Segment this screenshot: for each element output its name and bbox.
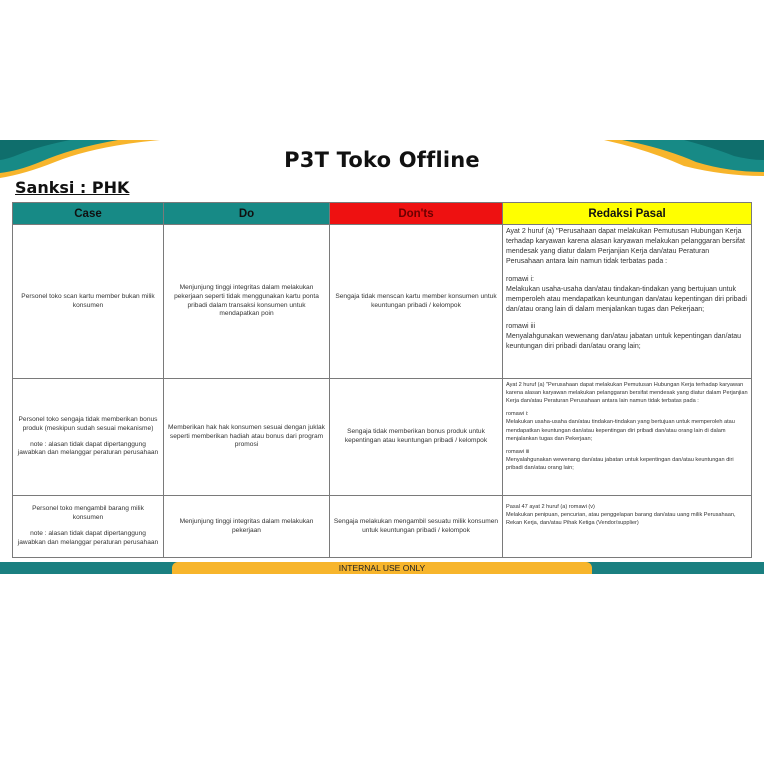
cell-redaksi-pasal bbox=[503, 496, 752, 558]
pasal-label-romawi-i: romawi i: bbox=[506, 411, 529, 418]
cell-donts bbox=[330, 379, 503, 496]
pasal-text-romawi-i: Melakukan usaha-usaha dan/atau tindakan-tindakan yang bertujuan untuk memperoleh atau mendapatkan keuntungan dan/atau kepentingan diri pribadi dan/atau orang lain di dalam menjalankan tugas dan Pekerjaan; bbox=[506, 419, 735, 442]
pasal-label-romawi-i: romawi i: bbox=[506, 275, 535, 283]
cell-redaksi-pasal bbox=[503, 225, 752, 379]
header-donts: Don'ts bbox=[330, 203, 503, 225]
cell-do bbox=[164, 379, 330, 496]
table-row bbox=[13, 379, 752, 496]
pasal-text-romawi-iii: Menyalahgunakan wewenang dan/atau jabatan untuk kepentingan dan/atau keuntungan diri pribadi dan/atau orang lain; bbox=[506, 456, 734, 471]
cell-donts bbox=[330, 496, 503, 558]
case-text: Personel toko sengaja tidak memberikan bonus produk (meskipun sudah sesuai mekanisme) bbox=[18, 415, 158, 432]
header-case: Case bbox=[13, 203, 164, 225]
cell-case bbox=[13, 225, 164, 379]
header-do: Do bbox=[164, 203, 330, 225]
case-note: note : alasan tidak dapat dipertanggung jawabkan dan melanggar peraturan perusahaan bbox=[17, 530, 159, 546]
cell-donts bbox=[330, 225, 503, 379]
pasal-text-romawi-i: Melakukan usaha-usaha dan/atau tindakan-tindakan yang bertujuan untuk memperoleh atau mendapatkan keuntungan dan/atau kepentingan diri pribadi dan/atau orang lain di dalam menjalankan tugas dan Pekerjaan; bbox=[506, 285, 747, 313]
internal-use-label: INTERNAL USE ONLY bbox=[338, 563, 426, 573]
pasal-text: Melakukan penipuan, pencurian, atau penggelapan barang dan/atau uang milik Perusahaan, Rekan Kerja, dan/atau Pihak Ketiga (Vendor/supplier) bbox=[506, 512, 736, 527]
pasal-intro: Ayat 2 huruf (a) "Perusahaan dapat melakukan Pemutusan Hubungan Kerja terhadap karyawan karena alasan karyawan melakukan pelanggaran bersifat mendesak yang diatur dalam Perjanjian Kerja dan/atau Peraturan Perusahaan antara lain namun tidak terbatas pada : bbox=[506, 382, 748, 405]
do-text: Menjunjung tinggi integritas dalam melakukan pekerjaan bbox=[179, 517, 314, 534]
pasal-label-romawi-iii: romawi iii bbox=[506, 323, 536, 331]
pasal-intro: Ayat 2 huruf (a) "Perusahaan dapat melakukan Pemutusan Hubungan Kerja terhadap karyawan karena alasan karyawan melakukan pelanggaran bersifat mendesak yang diatur dalam Perjanjian Kerja dan/atau Peraturan Perusahaan antara lain namun tidak terbatas pada : bbox=[506, 228, 745, 266]
slide bbox=[0, 140, 764, 574]
pasal-intro: Pasal 47 ayat 2 huruf (a) romawi (v) bbox=[506, 504, 595, 510]
pasal-label-romawi-iii: romawi iii bbox=[506, 448, 530, 455]
header-redaksi-pasal: Redaksi Pasal bbox=[503, 203, 752, 225]
table-row bbox=[13, 496, 752, 558]
cell-do bbox=[164, 496, 330, 558]
case-note: note : alasan tidak dapat dipertanggung jawabkan dan melanggar peraturan perusahaan bbox=[17, 440, 159, 457]
pasal-text-romawi-iii: Menyalahgunakan wewenang dan/atau jabatan untuk kepentingan dan/atau keuntungan diri pribadi dan/atau orang lain; bbox=[506, 333, 742, 351]
donts-text: Sengaja tidak menscan kartu member konsumen untuk keuntungan pribadi / kelompok bbox=[335, 292, 497, 309]
cell-case bbox=[13, 496, 164, 558]
section-subtitle: Sanksi : PHK bbox=[15, 178, 130, 197]
page-title: P3T Toko Offline bbox=[284, 148, 480, 172]
do-text: Menjunjung tinggi integritas dalam melakukan pekerjaan seperti tidak menggunakan kartu ponta pribadi dalam transaksi konsumen untuk mendapatkan poin bbox=[174, 283, 319, 318]
table-header-row bbox=[13, 203, 752, 225]
cell-do bbox=[164, 225, 330, 379]
case-text: Personel toko mengambil barang milik konsumen bbox=[32, 505, 144, 522]
donts-text: Sengaja melakukan mengambil sesuatu milik konsumen untuk keuntungan pribadi / kelompok bbox=[333, 517, 499, 534]
cell-redaksi-pasal bbox=[503, 379, 752, 496]
do-text: Memberikan hak hak konsumen sesuai dengan juklak seperti memberikan hadiah atau bonus dari program promosi bbox=[168, 423, 325, 449]
table-row bbox=[13, 225, 752, 379]
case-text: Personel toko scan kartu member bukan milik konsumen bbox=[21, 292, 155, 309]
sanksi-table bbox=[12, 202, 752, 558]
cell-case bbox=[13, 379, 164, 496]
donts-text: Sengaja tidak memberikan bonus produk untuk kepentingan atau keuntungan pribadi / kelompok bbox=[344, 428, 488, 444]
